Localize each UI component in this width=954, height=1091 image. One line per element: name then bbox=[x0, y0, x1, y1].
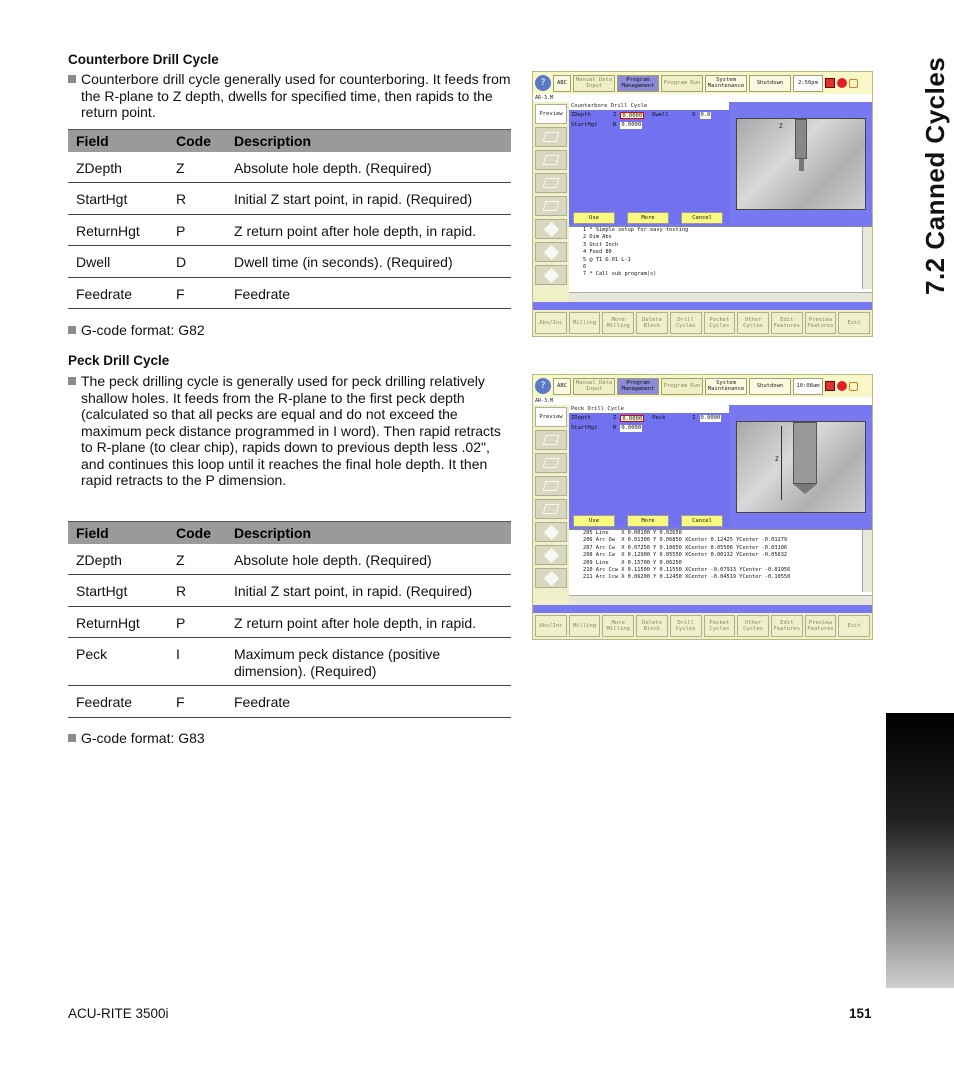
left-toolbar bbox=[533, 405, 569, 605]
section2-intro-text: The peck drilling cycle is generally used for peck drilling relatively shallow holes. It feeds from the R-plane to the first peck depth (calculated so that all pecks are equal and do not exceed the maximum peck distance programmed in I word). Then rapid retracts to R-plane (to clear chip), rapids down to previous depth less .02", and continues this loop until it reaches the final hole depth. It then rapid retracts to the P dimension. bbox=[81, 373, 501, 488]
diamond-button-2[interactable] bbox=[535, 242, 567, 262]
other-cycles-button[interactable]: Other Cycles bbox=[737, 312, 769, 334]
diamond-button-2[interactable] bbox=[535, 545, 567, 565]
view-icon bbox=[543, 178, 560, 188]
section1-gcode-text: G-code format: G82 bbox=[81, 322, 205, 338]
cell-field: Feedrate bbox=[68, 277, 168, 309]
bottom-toolbar bbox=[533, 310, 872, 336]
cell-code: I bbox=[168, 638, 226, 686]
clock-display: 10:08am bbox=[793, 378, 823, 395]
zdepth-input[interactable]: 0.0000 bbox=[622, 112, 643, 119]
more-button[interactable]: More bbox=[627, 212, 669, 224]
abs-inc-button[interactable]: Abs/Inc bbox=[535, 312, 567, 334]
view-button-3[interactable] bbox=[535, 476, 567, 496]
edit-button[interactable] bbox=[535, 265, 567, 285]
status-strip bbox=[533, 605, 872, 613]
code-line: 210 Arc Ccw X 0.11500 Y 0.11550 XCenter -0.07913 YCenter -0.01956 bbox=[583, 566, 791, 573]
shutdown-button[interactable]: Shutdown bbox=[749, 378, 791, 395]
form-title: Counterbore Drill Cycle bbox=[569, 102, 729, 110]
field-label: ZDepth bbox=[571, 415, 591, 421]
delete-block-button[interactable]: Delete Block bbox=[636, 615, 668, 637]
system-maintenance-button[interactable]: System Maintenance bbox=[705, 378, 747, 395]
section2-gcode bbox=[68, 730, 205, 747]
code-line: 205 Line X 0.00100 Y 0.02650 bbox=[583, 530, 682, 536]
code-line: 208 Arc Cw X 0.12900 Y 0.05550 XCenter 0.00132 YCenter -0.05632 bbox=[583, 552, 788, 559]
field-label: StartHgt bbox=[571, 425, 598, 431]
field-code: R bbox=[613, 122, 617, 128]
bottom-toolbar bbox=[533, 613, 872, 639]
view-button-4[interactable] bbox=[535, 499, 567, 519]
cell-description: Initial Z start point, in rapid. (Required) bbox=[226, 575, 511, 607]
code-line: 2 Dim Abs bbox=[583, 234, 612, 241]
code-line: 7 * Call sub program(s) bbox=[583, 271, 657, 278]
diamond-icon bbox=[543, 244, 559, 260]
edit-icon bbox=[543, 570, 559, 586]
cell-description: Feedrate bbox=[226, 277, 511, 309]
axis-label: Z bbox=[779, 123, 783, 130]
col-code: Code bbox=[168, 130, 226, 152]
program-run-button[interactable]: Program Run bbox=[661, 75, 703, 92]
cell-description: Maximum peck distance (positive dimension). (Required) bbox=[226, 638, 511, 686]
status-strip bbox=[533, 302, 872, 310]
bullet-icon bbox=[68, 377, 76, 385]
cell-field: Dwell bbox=[68, 246, 168, 278]
view-icon bbox=[543, 481, 560, 491]
abs-inc-button[interactable]: Abs/Inc bbox=[535, 615, 567, 637]
cell-field: StartHgt bbox=[68, 183, 168, 215]
cell-field: StartHgt bbox=[68, 575, 168, 607]
section2-intro bbox=[68, 373, 511, 489]
edit-features-button[interactable]: Edit Features bbox=[771, 615, 803, 637]
cell-code: F bbox=[168, 686, 226, 718]
bullet-icon bbox=[68, 75, 76, 83]
drill-cycles-button[interactable]: Drill Cycles bbox=[670, 615, 702, 637]
abc-button[interactable]: ABC bbox=[553, 378, 571, 395]
field-label: Peck bbox=[652, 415, 666, 421]
record-icon bbox=[837, 78, 847, 88]
preview-features-button[interactable]: Preview Features bbox=[805, 312, 837, 334]
diamond-button-1[interactable] bbox=[535, 219, 567, 239]
axis-label: Z bbox=[775, 456, 779, 463]
section2-heading: Peck Drill Cycle bbox=[68, 353, 170, 368]
lock-icon bbox=[849, 79, 858, 88]
more-button[interactable]: More bbox=[627, 515, 669, 527]
program-management-button[interactable]: Program Management bbox=[617, 378, 659, 395]
cancel-button[interactable]: Cancel bbox=[681, 212, 723, 224]
col-description: Description bbox=[226, 130, 511, 152]
field-label: StartHgt bbox=[571, 122, 598, 128]
field-code: I bbox=[692, 415, 696, 421]
edit-button[interactable] bbox=[535, 568, 567, 588]
view-icon bbox=[543, 155, 560, 165]
cell-field: ZDepth bbox=[68, 152, 168, 183]
code-line: 1 * Simple setup for easy testing bbox=[583, 227, 689, 233]
cell-description: Feedrate bbox=[226, 686, 511, 718]
vertical-scrollbar[interactable] bbox=[862, 530, 872, 592]
abc-button[interactable]: ABC bbox=[553, 75, 571, 92]
code-line: 211 Arc Ccw X 0.06200 Y 0.12450 XCenter -0.04519 YCenter -0.10550 bbox=[583, 574, 791, 581]
table-row bbox=[68, 214, 511, 246]
cell-field: Feedrate bbox=[68, 686, 168, 718]
col-code: Code bbox=[168, 522, 226, 544]
manual-data-input-button[interactable]: Manual Data Input bbox=[573, 75, 615, 92]
table-row bbox=[68, 606, 511, 638]
top-toolbar bbox=[533, 375, 872, 397]
left-toolbar bbox=[533, 102, 569, 302]
cell-field: ZDepth bbox=[68, 544, 168, 575]
tool-shank bbox=[795, 119, 807, 159]
diamond-icon bbox=[543, 547, 559, 563]
view-icon bbox=[543, 504, 560, 514]
edit-icon bbox=[543, 267, 559, 283]
preview-pane bbox=[736, 421, 866, 513]
code-line: 6 bbox=[583, 263, 587, 270]
starthgt-input[interactable]: 0.0000 bbox=[621, 121, 642, 128]
section1-intro bbox=[68, 71, 511, 121]
view-button-1[interactable] bbox=[535, 430, 567, 450]
cell-field: ReturnHgt bbox=[68, 606, 168, 638]
view-button-2[interactable] bbox=[535, 453, 567, 473]
drill-point bbox=[793, 484, 817, 494]
vertical-scrollbar[interactable] bbox=[862, 227, 872, 289]
cell-code: Z bbox=[168, 544, 226, 575]
delete-block-button[interactable]: Delete Block bbox=[636, 312, 668, 334]
code-line: 3 Unit Inch bbox=[583, 241, 619, 248]
cell-code: R bbox=[168, 183, 226, 215]
peck-screenshot bbox=[532, 374, 873, 640]
help-icon[interactable]: ? bbox=[535, 75, 551, 91]
code-line: 206 Arc Ow X 0.01300 Y 0.06850 XCenter 0.12425 YCenter -0.01279 bbox=[583, 537, 788, 544]
pocket-cycles-button[interactable]: Pocket Cycles bbox=[704, 615, 736, 637]
code-line: 5 @ T1 D.01 L-1 bbox=[583, 256, 631, 263]
field-code: R bbox=[613, 425, 617, 431]
table-row bbox=[68, 638, 511, 686]
side-tab-block bbox=[886, 713, 954, 988]
code-listing bbox=[569, 226, 872, 302]
top-toolbar bbox=[533, 72, 872, 94]
diamond-button-1[interactable] bbox=[535, 522, 567, 542]
table-row bbox=[68, 183, 511, 215]
section1-gcode bbox=[68, 322, 205, 339]
cancel-button[interactable]: Cancel bbox=[681, 515, 723, 527]
drill-body bbox=[793, 422, 817, 484]
other-cycles-button[interactable]: Other Cycles bbox=[737, 615, 769, 637]
footer-product: ACU-RITE 3500i bbox=[68, 1006, 169, 1021]
stop-icon bbox=[825, 78, 835, 88]
field-code: Z bbox=[613, 112, 617, 118]
table-row bbox=[68, 544, 511, 575]
starthgt-input[interactable]: 0.0000 bbox=[621, 424, 642, 431]
field-code: D bbox=[692, 112, 696, 118]
cell-field: ReturnHgt bbox=[68, 214, 168, 246]
use-button[interactable]: Use bbox=[573, 515, 615, 527]
view-icon bbox=[543, 132, 560, 142]
cell-description: Dwell time (in seconds). (Required) bbox=[226, 246, 511, 278]
page-number: 151 bbox=[849, 1006, 872, 1021]
section1-intro-text: Counterbore drill cycle generally used for counterboring. It feeds from the R-plane to Z depth, dwells for specified time, then rapids to the return point. bbox=[81, 71, 511, 120]
record-icon bbox=[837, 381, 847, 391]
view-button-2[interactable] bbox=[535, 150, 567, 170]
code-line: 209 Line X 0.15700 Y 0.06250 bbox=[583, 559, 682, 566]
program-run-button[interactable]: Program Run bbox=[661, 378, 703, 395]
cell-description: Z return point after hole depth, in rapid. bbox=[226, 214, 511, 246]
view-icon bbox=[543, 435, 560, 445]
code-line: 4 Feed 80 bbox=[583, 249, 612, 256]
file-path: AR-3.M bbox=[533, 94, 872, 102]
chapter-title: 7.2 Canned Cycles bbox=[920, 56, 950, 295]
cell-code: F bbox=[168, 277, 226, 309]
file-path: AR-3.M bbox=[533, 397, 872, 405]
lock-icon bbox=[849, 382, 858, 391]
code-line: 207 Arc Cw X 0.07250 Y 0.10050 XCenter 0.05506 YCenter -0.03106 bbox=[583, 544, 788, 551]
system-maintenance-button[interactable]: System Maintenance bbox=[705, 75, 747, 92]
z-dimension-line bbox=[781, 426, 782, 500]
preview-button[interactable]: Preview bbox=[535, 407, 567, 427]
milling-button[interactable]: Milling bbox=[569, 312, 601, 334]
tool-tip bbox=[799, 159, 804, 171]
cell-code: Z bbox=[168, 152, 226, 183]
cell-code: D bbox=[168, 246, 226, 278]
help-icon[interactable]: ? bbox=[535, 378, 551, 394]
clock-display: 2:56pm bbox=[793, 75, 823, 92]
view-button-3[interactable] bbox=[535, 173, 567, 193]
peck-table bbox=[68, 521, 511, 718]
cycle-form bbox=[569, 102, 729, 224]
table-row bbox=[68, 246, 511, 278]
section2-gcode-text: G-code format: G83 bbox=[81, 730, 205, 746]
cell-description: Absolute hole depth. (Required) bbox=[226, 544, 511, 575]
field-code: Z bbox=[613, 415, 617, 421]
counterbore-screenshot bbox=[532, 71, 873, 337]
cell-description: Z return point after hole depth, in rapid. bbox=[226, 606, 511, 638]
horizontal-scrollbar[interactable] bbox=[569, 292, 872, 302]
shutdown-button[interactable]: Shutdown bbox=[749, 75, 791, 92]
cell-code: P bbox=[168, 606, 226, 638]
view-button-4[interactable] bbox=[535, 196, 567, 216]
peck-input[interactable]: 0.0000 bbox=[700, 414, 721, 421]
manual-data-input-button[interactable]: Manual Data Input bbox=[573, 378, 615, 395]
col-description: Description bbox=[226, 522, 511, 544]
edit-features-button[interactable]: Edit Features bbox=[771, 312, 803, 334]
cell-description: Absolute hole depth. (Required) bbox=[226, 152, 511, 183]
preview-button[interactable]: Preview bbox=[535, 104, 567, 124]
exit-button[interactable]: Exit bbox=[838, 312, 870, 334]
diamond-icon bbox=[543, 221, 559, 237]
table-row bbox=[68, 575, 511, 607]
exit-button[interactable]: Exit bbox=[838, 615, 870, 637]
stop-icon bbox=[825, 381, 835, 391]
code-listing bbox=[569, 529, 872, 605]
view-button-1[interactable] bbox=[535, 127, 567, 147]
cell-code: R bbox=[168, 575, 226, 607]
counterbore-table bbox=[68, 129, 511, 309]
view-icon bbox=[543, 458, 560, 468]
main-area bbox=[569, 102, 872, 302]
pocket-cycles-button[interactable]: Pocket Cycles bbox=[704, 312, 736, 334]
table-row bbox=[68, 277, 511, 309]
field-label: Dwell bbox=[652, 112, 669, 118]
view-icon bbox=[543, 201, 560, 211]
col-field: Field bbox=[68, 522, 168, 544]
bullet-icon bbox=[68, 326, 76, 334]
cell-field: Peck bbox=[68, 638, 168, 686]
more-milling-button[interactable]: More Milling bbox=[602, 312, 634, 334]
table-row bbox=[68, 686, 511, 718]
col-field: Field bbox=[68, 130, 168, 152]
drill-cycles-button[interactable]: Drill Cycles bbox=[670, 312, 702, 334]
table-row bbox=[68, 152, 511, 183]
cell-code: P bbox=[168, 214, 226, 246]
preview-features-button[interactable]: Preview Features bbox=[805, 615, 837, 637]
main-area bbox=[569, 405, 872, 605]
form-title: Peck Drill Cycle bbox=[569, 405, 729, 413]
zdepth-input[interactable]: 0.0000 bbox=[622, 415, 643, 422]
cycle-form bbox=[569, 405, 729, 527]
horizontal-scrollbar[interactable] bbox=[569, 595, 872, 605]
preview-pane bbox=[736, 118, 866, 210]
program-management-button[interactable]: Program Management bbox=[617, 75, 659, 92]
milling-button[interactable]: Milling bbox=[569, 615, 601, 637]
use-button[interactable]: Use bbox=[573, 212, 615, 224]
more-milling-button[interactable]: More Milling bbox=[602, 615, 634, 637]
section1-heading: Counterbore Drill Cycle bbox=[68, 52, 219, 67]
diamond-icon bbox=[543, 524, 559, 540]
field-label: ZDepth bbox=[571, 112, 591, 118]
bullet-icon bbox=[68, 734, 76, 742]
dwell-input[interactable]: 0.0 bbox=[700, 111, 711, 118]
cell-description: Initial Z start point, in rapid. (Required) bbox=[226, 183, 511, 215]
